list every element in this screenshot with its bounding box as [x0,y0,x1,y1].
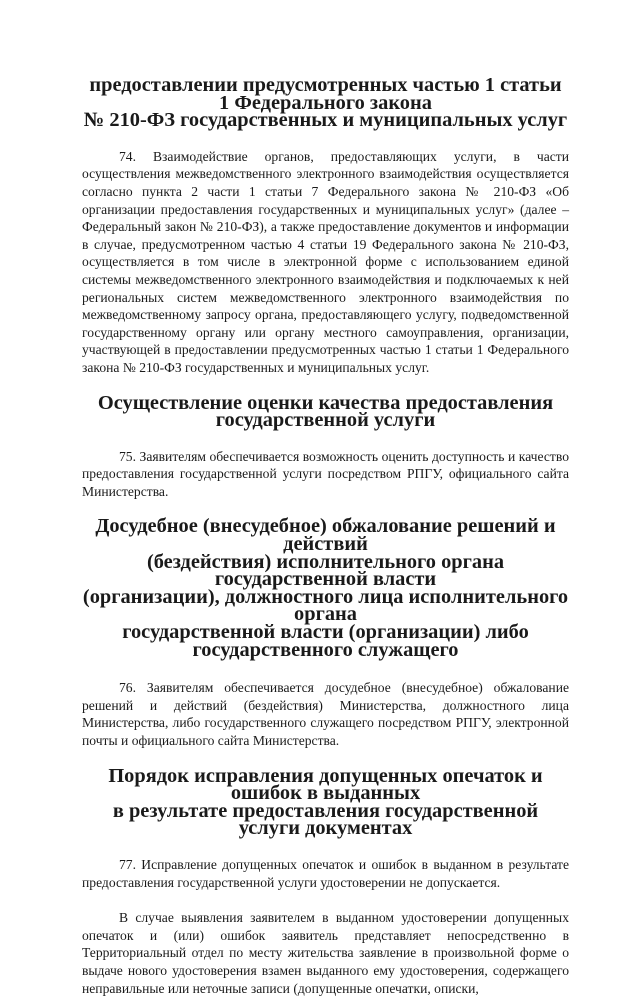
heading-line: (организации), должностного лица исполнительного органа [82,585,569,626]
heading-line: Осуществление оценки качества предоставления [97,391,554,414]
heading-line: в результате предоставления государственной услуги документах [112,799,539,840]
section-heading-appeal [82,515,569,661]
paragraph-77: 77. Исправление допущенных опечаток и ошибок в выданном в результате предоставления государственной услуги удостоверении не допускается. [82,856,569,890]
paragraph-75: 75. Заявителям обеспечивается возможность оценить доступность и качество предоставления государственной услуги посредством РПГУ, официального сайта Министерства. [82,448,569,499]
paragraph-74: 74. Взаимодействие органов, предоставляющих услуги, в части осуществления межведомственного электронного взаимодействия осуществляется согласно пункта 2 части 1 статьи 7 Федерального закона № 210-ФЗ «Об организации предоставления государственных и муниципальных услуг» (далее – Федеральный закон № 210-ФЗ), а также предоставление документов и информации в случае, предусмотренном частью 4 статьи 19 Федерального закона № 210-ФЗ, осуществляется в том числе в электронной форме с использованием единой системы межведомственного электронного взаимодействия и подключаемых к ней региональных систем межведомственного электронного взаимодействия по межведомственному запросу органа, предоставляющего услугу, подведомственной государственному органу или органу местного самоуправления, организации, участвующей в предоставлении предусмотренных частью 1 статьи 1 Федерального закона № 210-ФЗ государственных и муниципальных услуг. [82,148,569,375]
heading-line: Порядок исправления допущенных опечаток и ошибок в выданных [108,764,543,805]
heading-line: № 210-ФЗ государственных и муниципальных услуг [83,109,568,132]
section-heading-corrections [82,764,569,840]
paragraph-error-case: В случае выявления заявителем в выданном удостоверении допущенных опечаток и (или) ошибок заявитель представляет непосредственно в Территориальный отдел по месту жительства заявление в произвольной форме о выдаче нового удостоверения взамен выданного ему удостоверения, содержащего неправильные или неточные записи (допущенные опечатки, описки, [82,910,569,996]
heading-line: государственной власти (организации) либо государственного служащего [122,621,529,661]
heading-line: Досудебное (внесудебное) обжалование решений и действий [95,515,556,556]
paragraph-76: 76. Заявителям обеспечивается досудебное (внесудебное) обжалование решений и действий (бездействия) Министерства, должностного лица Министерства, либо государственного служащего посредством РПГУ, электронной почты и официального сайта Министерства. [82,680,569,748]
heading-line: (бездействия) исполнительного органа государственной власти [146,550,505,591]
section-heading-quality [82,391,569,432]
heading-line: предоставлении предусмотренных частью 1 статьи 1 Федерального закона [89,74,562,114]
section-heading-interaction [82,74,569,132]
heading-line: государственной услуги [215,409,436,432]
